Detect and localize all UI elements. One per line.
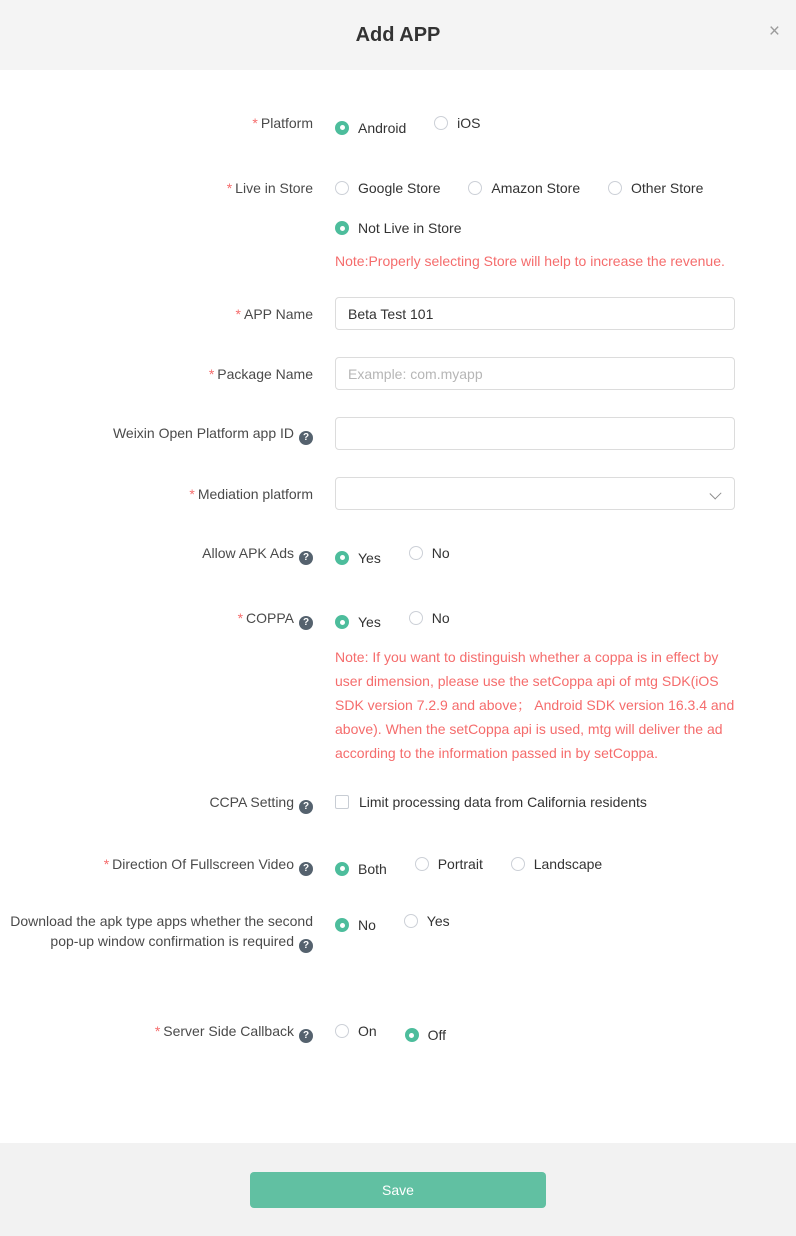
direction-label: * Direction Of Fullscreen Video ? <box>0 854 313 876</box>
form-row-allow-apk-ads <box>0 543 796 568</box>
package-name-input[interactable] <box>335 357 735 390</box>
modal-header <box>0 0 796 70</box>
platform-label: * Platform <box>252 115 313 131</box>
radio-label: Both <box>358 860 387 877</box>
form-row-coppa <box>0 608 796 766</box>
radio-label: Yes <box>358 614 381 630</box>
radio-label: Google Store <box>358 179 441 196</box>
server-callback-radio-off[interactable] <box>405 1025 446 1045</box>
allow-apk-ads-radio-no[interactable] <box>409 543 450 563</box>
weixin-app-id-input[interactable] <box>335 417 735 450</box>
radio-label: iOS <box>457 115 481 131</box>
required-marker: * <box>154 1022 161 1039</box>
platform-radio-android[interactable] <box>335 118 406 138</box>
radio-selected-icon <box>405 1028 419 1042</box>
radio-label: No <box>431 545 450 561</box>
coppa-note: Note: If you want to distinguish whether a coppa is in effect by user dimension, please use the setCoppa api of mtg SDK(iOS SDK version 7.2.9 and above； Android SDK version 16.3.4 and above). When the setCoppa api is used, mtg will deliver the ad according to the information passed in by setCoppa. <box>335 649 735 761</box>
radio-selected-icon <box>335 221 349 235</box>
download-confirm-radio-yes[interactable] <box>404 911 450 931</box>
app-name-label: * APP Name <box>235 305 313 322</box>
ccpa-label: CCPA Setting ? <box>0 792 313 814</box>
help-icon[interactable]: ? <box>299 616 313 630</box>
platform-radio-group <box>335 113 735 138</box>
modal-footer <box>0 1143 796 1236</box>
help-icon[interactable]: ? <box>299 551 313 565</box>
form-row-app-name <box>0 297 796 330</box>
coppa-radio-yes[interactable] <box>335 612 381 632</box>
ccpa-checkbox[interactable] <box>335 792 647 812</box>
form-row-live-in-store <box>0 178 796 275</box>
radio-selected-icon <box>335 551 349 565</box>
allow-apk-ads-radio-yes[interactable] <box>335 548 381 568</box>
mediation-platform-select[interactable] <box>335 477 735 510</box>
help-icon[interactable]: ? <box>299 939 313 953</box>
direction-radio-both[interactable] <box>335 859 387 879</box>
download-confirm-radio-group <box>335 911 735 936</box>
form-row-mediation-platform <box>0 477 796 510</box>
radio-unselected-icon <box>415 857 429 871</box>
app-name-input[interactable] <box>335 297 735 330</box>
required-marker: * <box>235 305 241 322</box>
radio-label: Yes <box>358 549 381 566</box>
weixin-app-id-label: Weixin Open Platform app ID ? <box>0 423 313 445</box>
radio-unselected-icon <box>434 116 448 130</box>
radio-unselected-icon <box>468 181 482 195</box>
mediation-platform-label: * Mediation platform <box>189 485 313 502</box>
radio-unselected-icon <box>404 914 418 928</box>
radio-label: Landscape <box>533 856 603 872</box>
form-row-ccpa <box>0 792 796 814</box>
platform-radio-ios[interactable] <box>434 113 480 133</box>
close-icon[interactable]: × <box>768 21 780 42</box>
store-options-line1 <box>335 178 735 200</box>
radio-label: Portrait <box>437 856 483 872</box>
form-row-weixin-app-id <box>0 417 796 450</box>
server-callback-label: * Server Side Callback ? <box>0 1021 313 1043</box>
form-row-download-confirm <box>0 911 796 953</box>
coppa-radio-no[interactable] <box>409 608 450 628</box>
direction-radio-landscape[interactable] <box>511 854 603 874</box>
checkbox-unchecked-icon <box>335 795 349 809</box>
radio-label: No <box>431 609 450 626</box>
form-row-server-callback <box>0 1021 796 1046</box>
server-callback-radio-group <box>335 1021 735 1046</box>
direction-radio-portrait[interactable] <box>415 854 483 874</box>
store-radio-other[interactable] <box>608 178 703 198</box>
checkbox-label: Limit processing data from California residents <box>359 794 647 810</box>
chevron-down-icon <box>709 487 721 499</box>
radio-label: Off <box>427 1027 446 1043</box>
radio-label: Other Store <box>631 179 704 196</box>
radio-unselected-icon <box>409 546 423 560</box>
help-icon[interactable]: ? <box>299 862 313 876</box>
radio-label: Not Live in Store <box>358 220 462 236</box>
radio-selected-icon <box>335 615 349 629</box>
save-button[interactable]: Save <box>250 1172 546 1208</box>
radio-unselected-icon <box>511 857 525 871</box>
form-row-platform <box>0 113 796 138</box>
required-marker: * <box>208 365 215 382</box>
radio-selected-icon <box>335 121 349 135</box>
server-callback-radio-on[interactable] <box>335 1021 377 1041</box>
radio-label: Yes <box>426 912 450 929</box>
required-marker: * <box>252 115 258 131</box>
radio-label: Amazon Store <box>491 179 581 196</box>
download-confirm-label: Download the apk type apps whether the second pop-up window confirmation is required ? <box>10 912 313 951</box>
direction-radio-group <box>335 854 735 879</box>
store-options-line2 <box>335 216 735 239</box>
radio-selected-icon <box>335 862 349 876</box>
form-row-direction <box>0 854 796 879</box>
live-in-store-radio-group <box>335 178 735 275</box>
allow-apk-ads-radio-group <box>335 543 735 568</box>
required-marker: * <box>103 856 110 872</box>
radio-label: On <box>358 1022 377 1039</box>
help-icon[interactable]: ? <box>299 800 313 814</box>
coppa-radio-group <box>335 608 735 766</box>
store-radio-google[interactable] <box>335 178 441 198</box>
required-marker: * <box>226 179 233 196</box>
add-app-form <box>0 70 796 1143</box>
radio-selected-icon <box>335 918 349 932</box>
required-marker: * <box>189 485 195 502</box>
store-radio-not-live[interactable] <box>335 218 462 238</box>
radio-unselected-icon <box>608 181 622 195</box>
radio-label: Android <box>358 119 407 136</box>
download-confirm-radio-no[interactable] <box>335 915 376 935</box>
radio-label: No <box>358 917 376 933</box>
live-in-store-label: * Live in Store <box>226 179 313 196</box>
help-icon[interactable]: ? <box>299 431 313 445</box>
radio-unselected-icon <box>409 611 423 625</box>
page-title: Add APP <box>355 23 441 46</box>
help-icon[interactable]: ? <box>299 1029 313 1043</box>
store-note: Note:Properly selecting Store will help to increase the revenue. <box>335 253 725 269</box>
package-name-label: * Package Name <box>208 365 313 382</box>
radio-unselected-icon <box>335 1024 349 1038</box>
radio-unselected-icon <box>335 181 349 195</box>
form-row-package-name <box>0 357 796 390</box>
store-radio-amazon[interactable] <box>468 178 580 198</box>
allow-apk-ads-label: Allow APK Ads ? <box>0 543 313 565</box>
required-marker: * <box>237 609 244 626</box>
coppa-label: * COPPA ? <box>0 608 313 630</box>
